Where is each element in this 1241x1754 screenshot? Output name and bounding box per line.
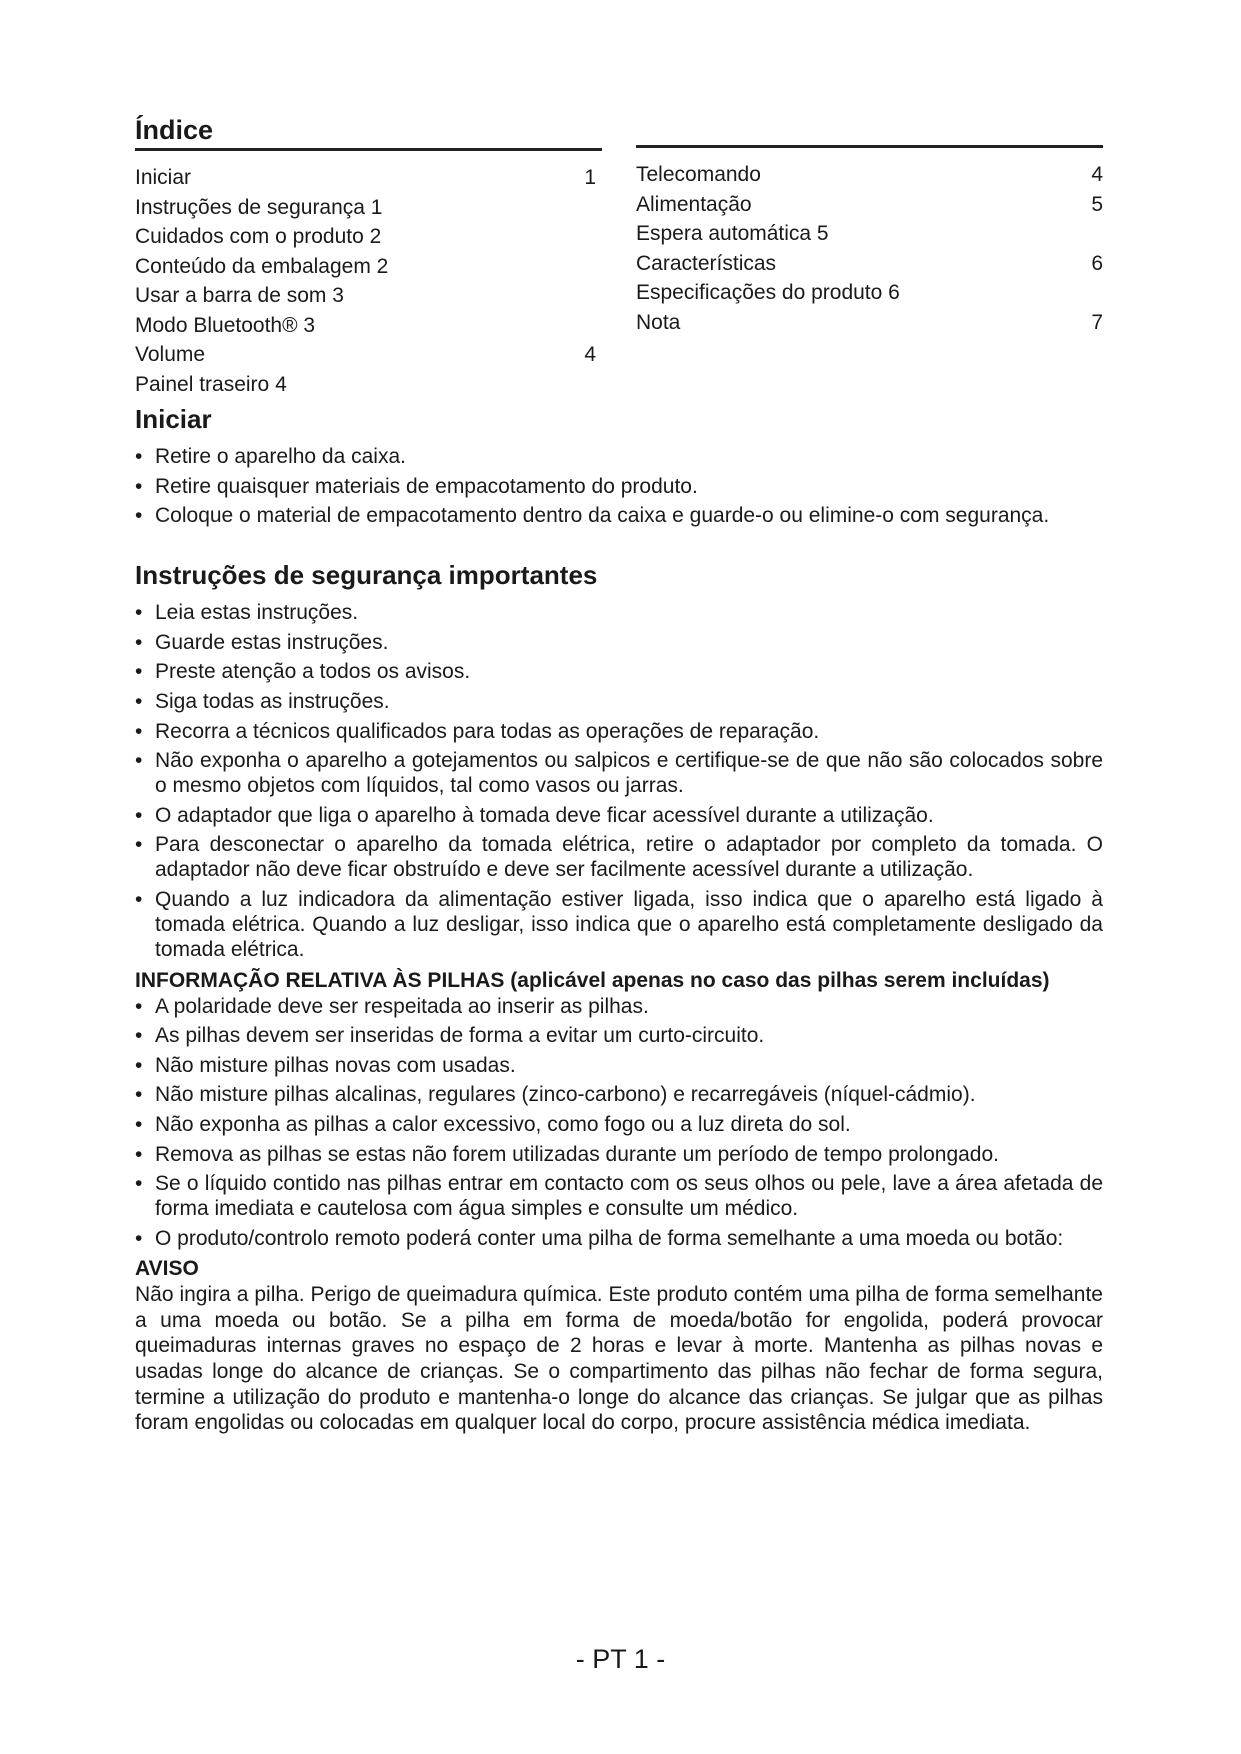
- toc-entry[interactable]: [135, 311, 602, 341]
- batteries-list: [135, 994, 1103, 1251]
- list-item: • Retire quaisquer materiais de empacotamento do produto.: [135, 474, 1103, 499]
- list-item: • Se o líquido contido nas pilhas entrar em contacto com os seus olhos ou pele, lave a área afetada de forma imediata e cautelosa com água simples e consulte um médico.: [135, 1171, 1103, 1221]
- page-number: - PT 1 -: [575, 1644, 666, 1674]
- toc-section: [135, 112, 1103, 402]
- toc-entry-page: 4: [1091, 163, 1103, 186]
- list-item: • Para desconectar o aparelho da tomada elétrica, retire o adaptador por completo da tomada. O adaptador não deve ficar obstruído e deve ser facilmente acessível durante a utilização.: [135, 832, 1103, 882]
- list-item: • Coloque o material de empacotamento dentro da caixa e guarde-o ou elimine-o com segurança.: [135, 503, 1103, 528]
- list-item: • Não exponha as pilhas a calor excessivo, como fogo ou a luz direta do sol.: [135, 1112, 1103, 1137]
- toc-entry[interactable]: [135, 222, 602, 252]
- list-item: • O adaptador que liga o aparelho à tomada deve ficar acessível durante a utilização.: [135, 803, 1103, 828]
- toc-right-column: [636, 145, 1103, 399]
- list-item: • Remova as pilhas se estas não forem utilizadas durante um período de tempo prolongado.: [135, 1142, 1103, 1167]
- batteries-heading: INFORMAÇÃO RELATIVA ÀS PILHAS (aplicável apenas no caso das pilhas serem incluídas): [135, 968, 1050, 992]
- list-item: • As pilhas devem ser inseridas de forma a evitar um curto-circuito.: [135, 1023, 1103, 1048]
- toc-left-list: [135, 151, 602, 399]
- toc-entry[interactable]: [135, 370, 602, 400]
- warning-text: Não ingira a pilha. Perigo de queimadura química. Este produto contém uma pilha de forma semelhante a uma moeda ou botão. Se a pilha em forma de moeda/botão for engolida, poderá provocar queimaduras internas graves no espaço de 2 horas e levar à morte. Mantenha as pilhas novas e usadas longe do alcance de crianças. Se o compartimento das pilhas não fechar de forma segura, termine a utilização do produto e mantenha-o longe do alcance das crianças. Se julgar que as pilhas foram engolidas ou colocadas em qualquer local do corpo, procure assistência médica imediata.: [135, 1283, 1103, 1435]
- toc-right-list: [636, 148, 1103, 337]
- toc-entry-page: 1: [584, 166, 596, 189]
- toc-entry[interactable]: [636, 308, 1103, 338]
- list-item: • Siga todas as instruções.: [135, 689, 1103, 714]
- warning-section: [135, 1255, 1103, 1436]
- toc-entry-label: Instruções de segurança 1: [135, 195, 383, 219]
- list-item: • Guarde estas instruções.: [135, 630, 1103, 655]
- toc-entry[interactable]: [135, 163, 602, 193]
- toc-entry-label: Modo Bluetooth® 3: [135, 313, 316, 337]
- safety-section: [135, 558, 1103, 962]
- toc-entry[interactable]: [135, 193, 602, 223]
- toc-entry[interactable]: [636, 190, 1103, 220]
- toc-entry[interactable]: [135, 252, 602, 282]
- list-item: • Não misture pilhas alcalinas, regulares (zinco-carbono) e recarregáveis (níquel-cádmio).: [135, 1082, 1103, 1107]
- safety-title: Instruções de segurança importantes: [135, 560, 598, 591]
- list-item: • Retire o aparelho da caixa.: [135, 444, 1103, 469]
- toc-entry-page: 6: [1091, 251, 1103, 275]
- page-content: [135, 112, 1103, 1436]
- toc-entry[interactable]: [135, 281, 602, 311]
- iniciar-list: [135, 444, 1103, 528]
- list-item: • Não misture pilhas novas com usadas.: [135, 1053, 1103, 1078]
- list-item: • Preste atenção a todos os avisos.: [135, 659, 1103, 684]
- iniciar-section: [135, 402, 1103, 528]
- toc-entry-page: 4: [584, 343, 596, 366]
- list-item: • Leia estas instruções.: [135, 600, 1103, 625]
- list-item: • Quando a luz indicadora da alimentação estiver ligada, isso indica que o aparelho está ligado à tomada elétrica. Quando a luz desligar, isso indica que o aparelho está completamente desligado da tomada elétrica.: [135, 887, 1103, 962]
- toc-left-column: [135, 148, 602, 399]
- toc-entry[interactable]: [636, 219, 1103, 249]
- safety-list: [135, 600, 1103, 962]
- toc-columns: [135, 148, 1103, 399]
- list-item: • O produto/controlo remoto poderá conter uma pilha de forma semelhante a uma moeda ou botão:: [135, 1226, 1103, 1251]
- toc-entry-label: Iniciar: [135, 166, 192, 189]
- toc-entry-label: Alimentação: [636, 192, 752, 216]
- toc-entry-label: Especificações do produto 6: [636, 281, 900, 304]
- toc-entry[interactable]: [135, 340, 602, 370]
- toc-entry-label: Painel traseiro 4: [135, 372, 287, 396]
- iniciar-title: Iniciar: [135, 404, 212, 434]
- list-item: • Não exponha o aparelho a gotejamentos ou salpicos e certifique-se de que não são colocados sobre o mesmo objetos com líquidos, tal como vasos ou jarras.: [135, 748, 1103, 798]
- toc-entry[interactable]: [636, 278, 1103, 308]
- toc-title: Índice: [135, 115, 214, 145]
- toc-entry-label: Volume: [135, 343, 206, 366]
- toc-entry-label: Usar a barra de som 3: [135, 284, 344, 307]
- batteries-section: [135, 967, 1103, 1251]
- list-item: • A polaridade deve ser respeitada ao inserir as pilhas.: [135, 994, 1103, 1019]
- warning-heading: AVISO: [135, 1257, 199, 1281]
- list-item: • Recorra a técnicos qualificados para todas as operações de reparação.: [135, 719, 1103, 744]
- toc-entry-label: Cuidados com o produto 2: [135, 225, 382, 248]
- toc-entry-page: 5: [1091, 192, 1103, 216]
- toc-entry-label: Espera automática 5: [636, 222, 829, 245]
- toc-entry[interactable]: [636, 160, 1103, 190]
- toc-entry[interactable]: [636, 249, 1103, 279]
- toc-entry-label: Conteúdo da embalagem 2: [135, 254, 389, 278]
- toc-entry-label: Telecomando: [636, 163, 761, 186]
- toc-entry-label: Nota: [636, 310, 681, 334]
- toc-entry-page: 7: [1091, 310, 1103, 334]
- toc-entry-label: Características: [636, 251, 777, 275]
